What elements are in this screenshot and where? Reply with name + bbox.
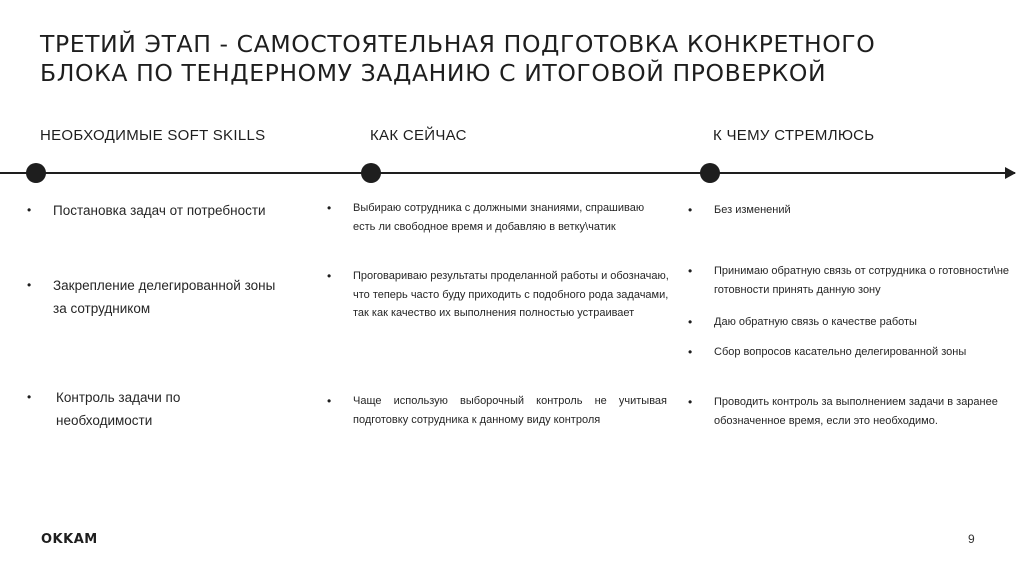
bullet-icon: •	[327, 201, 332, 215]
current-practice-text: Выбираю сотрудника с должными знаниями, спрашиваю есть ли свободное время и добавляю в ветку\чатик	[353, 202, 645, 233]
timeline-line	[0, 172, 1015, 174]
list-item	[688, 313, 998, 332]
goal-text: Без изменений	[714, 204, 791, 216]
slide-title-line-1: ТРЕТИЙ ЭТАП - САМОСТОЯТЕЛЬНАЯ ПОДГОТОВКА КОНКРЕТНОГО	[40, 30, 876, 58]
list-item	[27, 274, 277, 320]
slide-title	[40, 30, 1000, 88]
soft-skill-text: Контроль задачи по необходимости	[56, 390, 181, 428]
goal-text: Проводить контроль за выполнением задачи в заранее обозначенное время, если это необходимо.	[714, 396, 998, 427]
bullet-icon: •	[327, 269, 332, 283]
current-practice-text: Чаще использую выборочный контроль не учитывая подготовку сотрудника к данному виду контроля	[353, 395, 667, 426]
timeline-dot-soft-skills	[26, 163, 46, 183]
bullet-icon: •	[327, 394, 332, 408]
timeline-dot-goal	[700, 163, 720, 183]
soft-skill-text: Закрепление делегированной зоны за сотрудником	[53, 278, 276, 316]
bullet-icon: •	[27, 390, 32, 404]
list-item	[327, 392, 667, 429]
column-heading-goal: К ЧЕМУ СТРЕМЛЮСЬ	[713, 127, 875, 144]
list-item	[27, 386, 267, 432]
goal-text: Принимаю обратную связь от сотрудника о готовности\не готовности принять данную зону	[714, 265, 1010, 296]
bullet-icon: •	[27, 203, 32, 217]
timeline-dot-current	[361, 163, 381, 183]
goal-text: Даю обратную связь о качестве работы	[714, 316, 917, 328]
list-item	[688, 393, 1018, 430]
soft-skill-text: Постановка задач от потребности	[53, 203, 266, 218]
list-item	[688, 201, 998, 220]
list-item	[27, 199, 267, 222]
current-practice-text: Проговариваю результаты проделанной работы и обозначаю, что теперь часто буду приходить с подобного рода задачами, так как качество их выполнения полностью устраивает	[353, 270, 669, 319]
column-heading-soft-skills: НЕОБХОДИМЫЕ SOFT SKILLS	[40, 127, 266, 144]
list-item	[688, 343, 998, 362]
list-item	[327, 267, 673, 323]
bullet-icon: •	[27, 278, 32, 292]
okkam-logo: OKKAM	[41, 532, 98, 547]
bullet-icon: •	[688, 395, 693, 409]
goal-text: Сбор вопросов касательно делегированной зоны	[714, 346, 967, 358]
bullet-icon: •	[688, 345, 693, 359]
list-item	[688, 262, 1018, 299]
list-item	[327, 199, 667, 236]
bullet-icon: •	[688, 203, 693, 217]
bullet-icon: •	[688, 315, 693, 329]
page-number: 9	[968, 532, 975, 546]
bullet-icon: •	[688, 264, 693, 278]
column-heading-current: КАК СЕЙЧАС	[370, 127, 467, 144]
slide-title-line-2: БЛОКА ПО ТЕНДЕРНОМУ ЗАДАНИЮ С ИТОГОВОЙ ПРОВЕРКОЙ	[40, 59, 827, 87]
timeline-arrow-icon	[1005, 167, 1016, 179]
